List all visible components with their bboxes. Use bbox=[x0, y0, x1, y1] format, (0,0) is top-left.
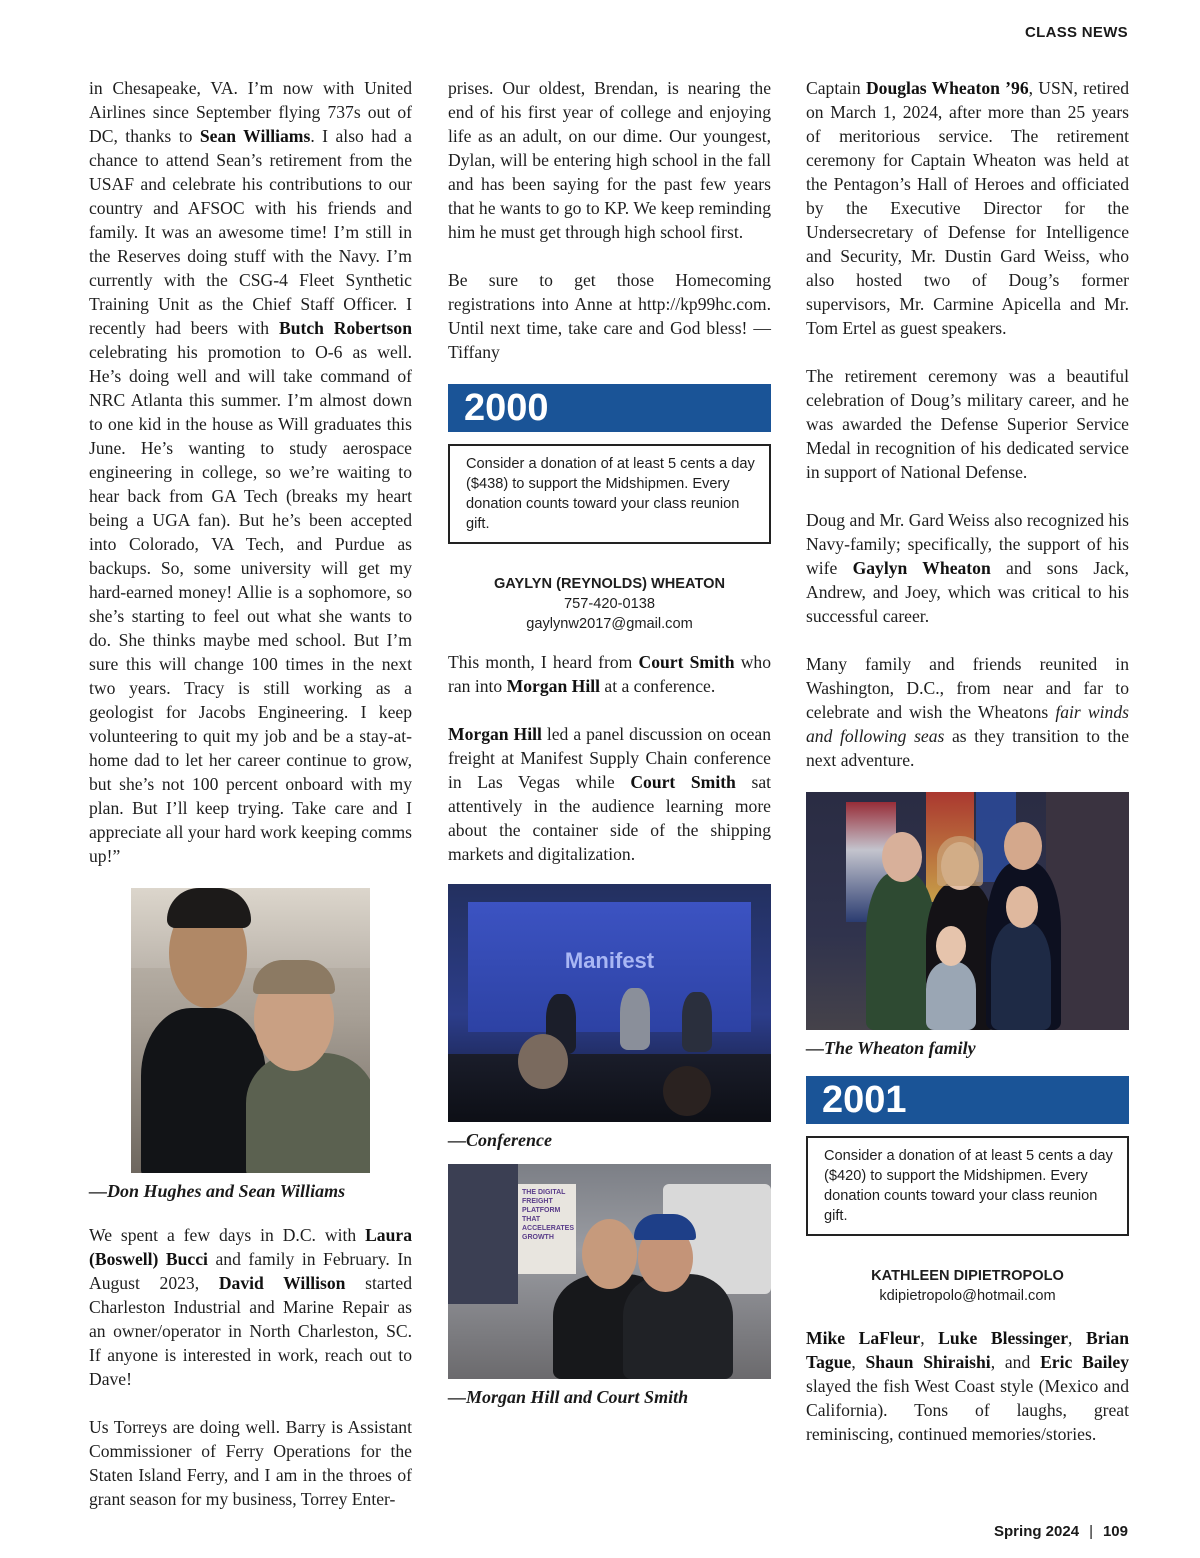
article-paragraph bbox=[448, 268, 771, 364]
text-run: and family in February. In August 2023, bbox=[89, 1249, 412, 1293]
article-paragraph bbox=[806, 1326, 1129, 1446]
class-secretary-contact bbox=[448, 574, 771, 634]
contact-name: KATHLEEN DIPIETROPOLO bbox=[871, 1268, 1064, 1284]
bold-name: Court Smith bbox=[630, 772, 736, 792]
class-secretary-contact bbox=[806, 1266, 1129, 1306]
class-year-banner: 2000 bbox=[448, 384, 771, 432]
text-run: Us Torreys are doing well. Barry is Assistant Commissioner of Ferry Operations for the Staten Island Ferry, and I am in the throes of grant season for my business, Torrey Enter- bbox=[89, 1417, 412, 1509]
text-run: The retirement ceremony was a beautiful celebration of Doug’s military career, and he was awarded the Defense Superior Service Medal in recognition of his dedicated service in support of National Defense. bbox=[806, 366, 1129, 482]
text-run: who ran into bbox=[448, 652, 772, 696]
text-run: in Chesapeake, VA. I’m now with United Airlines since September flying 737s out of DC, thanks to bbox=[89, 78, 412, 146]
bold-name: Morgan Hill bbox=[506, 676, 600, 696]
conference-screen-text: Manifest bbox=[564, 948, 655, 973]
booth-sign: THE DIGITAL FREIGHT PLATFORM THAT ACCELERATES GROWTH bbox=[518, 1184, 576, 1274]
text-run: We spent a few days in D.C. with bbox=[89, 1225, 366, 1245]
article-paragraph bbox=[89, 76, 412, 868]
bold-name: Court Smith bbox=[638, 652, 735, 672]
photo-morgan-hill-court-smith bbox=[448, 1164, 771, 1379]
article-paragraph bbox=[89, 1223, 412, 1391]
contact-email[interactable]: kdipietropolo@hotmail.com bbox=[879, 1288, 1056, 1304]
text-run: , bbox=[1068, 1328, 1086, 1348]
article-paragraph bbox=[89, 1415, 412, 1511]
column-2 bbox=[448, 76, 771, 1409]
donation-box: Consider a donation of at least 5 cents a day ($438) to support the Midshipmen. Every donation counts toward your class reunion gift. bbox=[448, 444, 771, 544]
article-paragraph bbox=[806, 364, 1129, 484]
text-run: slayed the fish West Coast style (Mexico and California). Tons of laughs, great reminiscing, continued memories/stories. bbox=[806, 1376, 1129, 1444]
text-run: , bbox=[851, 1352, 866, 1372]
bold-name: Mike LaFleur bbox=[806, 1328, 921, 1348]
bold-name: Shaun Shiraishi bbox=[865, 1352, 991, 1372]
text-run: Captain bbox=[806, 78, 866, 98]
bold-name: Brian Tague bbox=[806, 1328, 1130, 1372]
text-run: . I also had a chance to attend Sean’s retirement from the USAF and celebrate his contributions to our country and AFSOC with his friends and family. It was an awesome time! I’m still in the Reserves doing stuff with the Navy. I’m currently with the CSG-4 Fleet Synthetic Training Unit as the Chief Staff Officer. I recently had beers with bbox=[89, 126, 412, 338]
article-paragraph bbox=[806, 508, 1129, 628]
text-run: , bbox=[920, 1328, 939, 1348]
contact-name: GAYLYN (REYNOLDS) WHEATON bbox=[493, 576, 726, 592]
contact-phone: 757-420-0138 bbox=[564, 596, 655, 612]
article-paragraph bbox=[806, 652, 1129, 772]
text-run: sat attentively in the audience learning more about the container side of the shipping markets and digitalization. bbox=[448, 772, 772, 864]
photo-don-hughes-sean-williams bbox=[131, 888, 370, 1173]
text-run: , USN, retired on March 1, 2024, after more than 25 years of meritorious service. The retirement ceremony for Captain Wheaton was held at the Pentagon’s Hall of Heroes and officiated by the Executive Director for the Undersecretary of Defense for Intelligence and Security, Mr. Dustin Gard Weiss, who also hosted two of Doug’s former supervisors, Mr. Carmine Apicella and Mr. Tom Ertel as guest speakers. bbox=[806, 78, 1129, 338]
article-paragraph bbox=[448, 722, 771, 866]
section-label: CLASS NEWS bbox=[1024, 24, 1128, 41]
text-run: This month, I heard from bbox=[448, 652, 639, 672]
text-run: started Charleston Industrial and Marine Repair as an owner/operator in North Charleston, SC. If anyone is interested in work, reach out to Dave! bbox=[89, 1273, 413, 1389]
text-run: and sons Jack, Andrew, and Joey, which was critical to his successful career. bbox=[806, 558, 1130, 626]
bold-name: Douglas Wheaton ’96 bbox=[865, 78, 1029, 98]
page-number: 109 bbox=[1102, 1523, 1128, 1540]
article-paragraph bbox=[448, 76, 771, 244]
text-run: celebrating his promotion to O-6 as well. He’s doing well and will take command of NRC Atlanta this summer. I’m almost down to one kid in the house as Will graduates this June. He’s wanting to study aerospace engineering in college, so we’re waiting to hear back from GA Tech (breaks my heart being a UGA fan). But he’s been accepted into Colorado, VA Tech, and Purdue as backups. So, some university will get my hard-earned money! Allie is a sophomore, so she’s starting to feel out what she wants to do. She thinks maybe med school. But I’m sure this will change 100 times in the next two years. Tracy is still working as a geologist for Jacobs Engineering. I keep volunteering to quit my job and be a stay-at-home dad to let her career continue to grow, but she’s not 100 percent onboard with my plan. But I’ll keep trying. Take care and I appreciate all your hard work keeping comms up!” bbox=[89, 342, 412, 866]
italic-phrase: fair winds and following seas bbox=[806, 702, 1129, 746]
bold-name: Sean Williams bbox=[199, 126, 311, 146]
text-run: at a conference. bbox=[599, 676, 716, 696]
donation-box: Consider a donation of at least 5 cents a day ($420) to support the Midshipmen. Every donation counts toward your class reunion gift. bbox=[806, 1136, 1129, 1236]
article-paragraph bbox=[806, 76, 1129, 340]
text-run: Doug and Mr. Gard Weiss also recognized his Navy-family; specifically, the support of his wife bbox=[806, 510, 1129, 578]
bold-name: Butch Robertson bbox=[278, 318, 412, 338]
bold-name: Morgan Hill bbox=[448, 724, 542, 744]
bold-name: Laura (Boswell) Bucci bbox=[89, 1225, 412, 1269]
photo-caption: —Morgan Hill and Court Smith bbox=[448, 1387, 689, 1407]
text-run: led a panel discussion on ocean freight at Manifest Supply Chain conference in Las Vegas while bbox=[448, 724, 771, 792]
bold-name: Gaylyn Wheaton bbox=[852, 558, 991, 578]
bold-name: David Willison bbox=[218, 1273, 346, 1293]
column-3 bbox=[806, 76, 1129, 1446]
photo-caption: —Conference bbox=[448, 1130, 552, 1150]
issue-label: Spring 2024 bbox=[994, 1523, 1080, 1540]
photo-caption: —The Wheaton family bbox=[806, 1038, 976, 1058]
bold-name: Luke Blessinger bbox=[938, 1328, 1069, 1348]
photo-conference bbox=[448, 884, 771, 1122]
page-footer: Spring 2024 | 109 bbox=[994, 1523, 1128, 1540]
text-run: Many family and friends reunited in Washington, D.C., from near and far to celebrate and wish the Wheatons bbox=[806, 654, 1129, 722]
bold-name: Eric Bailey bbox=[1040, 1352, 1129, 1372]
text-run: prises. Our oldest, Brendan, is nearing the end of his first year of college and enjoying life as an adult, on our dime. Our youngest, Dylan, will be entering high school in the fall and has been saying for the past few years that he wants to go to KP. We keep reminding him he must get through high school first. bbox=[448, 78, 771, 242]
photo-caption: —Don Hughes and Sean Williams bbox=[89, 1181, 346, 1201]
class-year-banner: 2001 bbox=[806, 1076, 1129, 1124]
text-run: , and bbox=[990, 1352, 1041, 1372]
photo-wheaton-family bbox=[806, 792, 1129, 1030]
text-run: Be sure to get those Homecoming registrations into Anne at http://kp99hc.com. Until next time, take care and God bless! —Tiffany bbox=[448, 270, 771, 362]
article-paragraph bbox=[448, 650, 771, 698]
contact-email[interactable]: gaylynw2017@gmail.com bbox=[526, 616, 693, 632]
text-run: as they transition to the next adventure. bbox=[806, 726, 1130, 770]
column-1 bbox=[89, 76, 412, 1511]
